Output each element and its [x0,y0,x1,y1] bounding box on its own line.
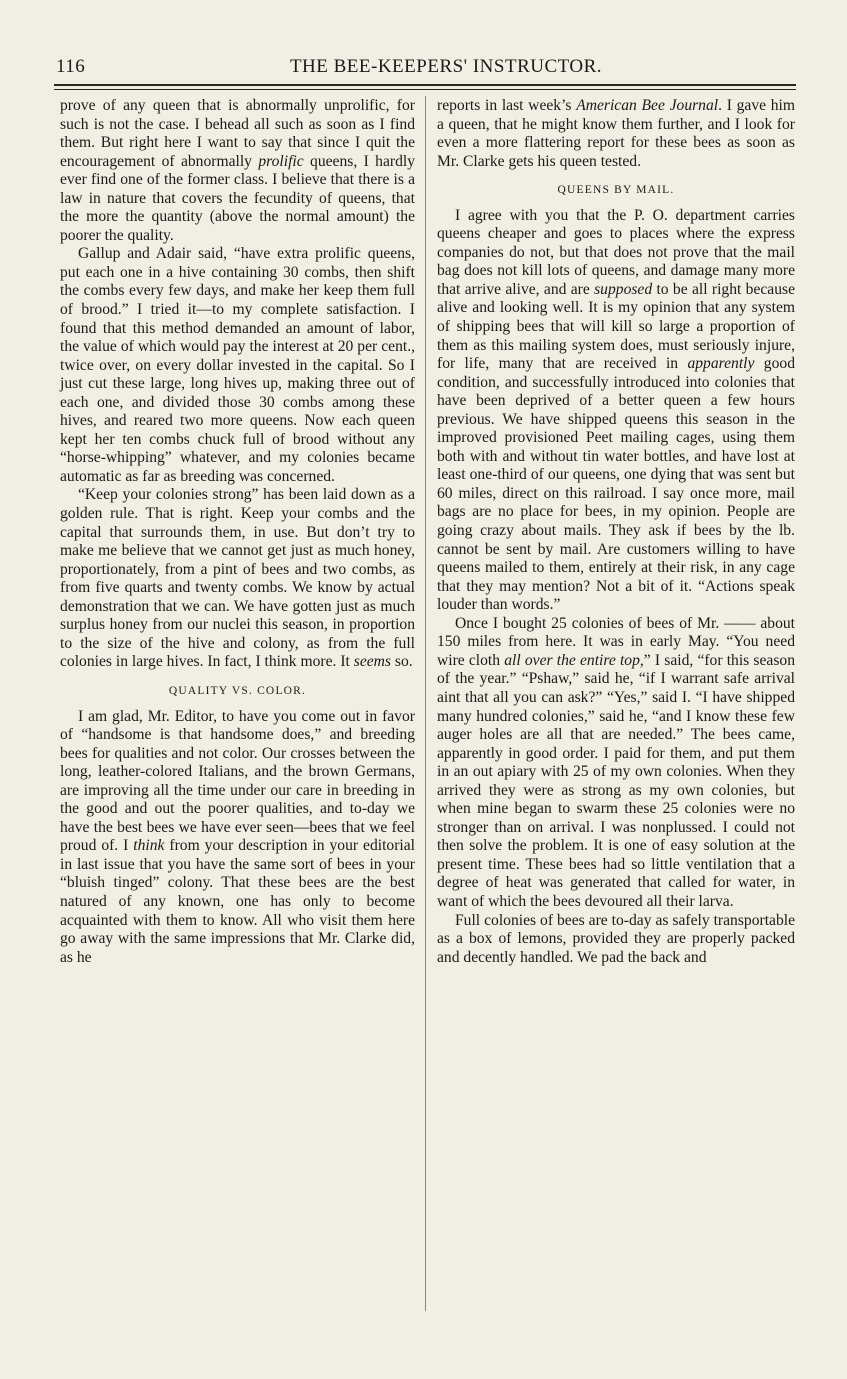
paragraph: prove of any queen that is abnormally unprolific, for such is not the case. I behead all such as soon as I find them. But right here I want to say that since I quit the encouragement of abnormally prolific queens, I hardly ever find one of the former class. I believe that there is a law in nature that covers the fecundity of queens, that the more the quantity (above the normal amount) the poorer the quality. [60,97,415,244]
paragraph: I am glad, Mr. Editor, to have you come out in favor of “handsome is that handsome does,” and breeding bees for qualities and not color. Our crosses between the long, leather-colored Italians, and the brown Germans, are improving all the time under our care in breeding in the good and out the poorer qualities, and to-day we have the best bees we have ever seen—bees that we feel proud of. I think from your description in your editorial in last issue that you have the same sort of bees in your “bluish tinged” colony. That these bees are the best natured of any known, one has only to become acquainted with them to know. All who visit them here go away with the same impressions that Mr. Clarke did, as he [60,707,415,966]
section-heading: QUALITY VS. COLOR. [168,684,307,697]
section-heading: QUEENS BY MAIL. [557,184,675,197]
paragraph: reports in last week’s American Bee Journal. I gave him a queen, that he might know them further, and I look for even a more flattering report for these bees as soon as Mr. Clarke gets his queen tested. [437,97,795,170]
paragraph: Once I bought 25 colonies of bees of Mr. —— about 150 miles from here. It was in early May. “You need wire cloth all over the entire top,” I said, “for this season of the year.” “Pshaw,” said he, “if I warrant safe arrival aint that all you can ask?” “Yes,” said I. “I have shipped many hundred colonies,” said he, “and I know these few auger holes are all that are needed.” The bees came, apparently in good order. I paid for them, and put them in an out apiary with 25 of my own colonies. When they arrived they were as strong as my own colonies, but when mine began to swarm these 25 colonies were no stronger than on arrival. I was nonplussed. I could not then solve the problem. It is one of easy solution at the present time. These bees had so little ventilation that a degree of heat was generated that called for water, in want of which the bees devoured all their larva. [437,614,795,910]
paragraph: Gallup and Adair said, “have extra prolific queens, put each one in a hive containing 30 combs, then shift the combs every few days, and make her keep them full of brood.” I tried it—to my complete satisfaction. I found that this method demanded an amount of labor, the value of which would pay the interest at 20 per cent., twice over, on every dollar invested in the capital. So I just cut these large, long hives up, making three out of each one, and divided those 30 combs among these hives, and reared two more queens. Now each queen kept her ten combs chuck full of brood without any “horse-whipping” whatever, and my colonies became automatic as far as breeding was concerned. [60,245,415,485]
running-title: THE BEE-KEEPERS' INSTRUCTOR. [289,56,603,77]
page-number: 116 [56,56,86,77]
page-header [56,50,796,80]
paragraph: Full colonies of bees are to-day as safely transportable as a box of lemons, provided they are properly packed and decently handled. We pad the back and [437,911,795,966]
header-rule-thin [54,89,796,90]
header-rule-thick [54,84,796,86]
left-column [60,97,415,967]
paragraph: I agree with you that the P. O. department carries queens cheaper and goes to places where the express companies do not, but that does not prove that the mail bag does not kill lots of queens, and damage many more that arrive alive, and are supposed to be all right because alive and looking well. It is my opinion that any system of shipping bees that will kill so large a proportion of them as this mailing system does, must seriously injure, for life, many that are received in apparently good condition, and successfully introduced into colonies that have been deprived of a better queen a few hours previous. We have shipped queens this season in the improved provisioned Peet mailing cages, using them both with and without tin water bottles, and have lost at least one-third of our queens, one dying that was sent but 60 miles, direct on this railroad. I say once more, mail bags are no place for bees, in my opinion. People are going crazy about mails. They ask if bees by the lb. cannot be sent by mail. Are customers willing to have queens mailed to them, entirely at their risk, in any cage that they may mention? Not a bit of it. “Actions speak louder than words.” [437,206,795,614]
paragraph: “Keep your colonies strong” has been laid down as a golden rule. That is right. Keep your combs and the capital that surrounds them, in use. But don’t try to make me believe that we cannot get just as much honey, proportionately, from a pint of bees and two combs, as from five quarts and twenty combs. We know by actual demonstration that we can. We have gotten just as much surplus honey from our nuclei this season, in proportion to the size of the hive and colony, as from the full colonies in large hives. In fact, I think more. It seems so. [60,486,415,671]
right-column [437,97,795,967]
column-divider [425,96,426,1311]
